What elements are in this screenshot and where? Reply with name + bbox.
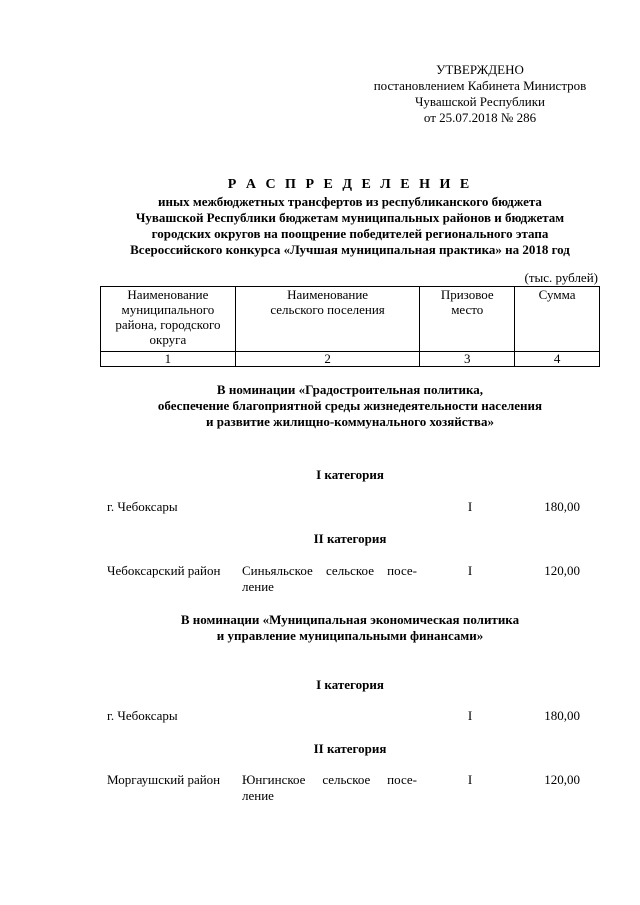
nomination-title: В номинации «Муниципальная экономическая политика и управление муниципальными финансами»: [180, 612, 520, 643]
column-number: 4: [515, 352, 600, 367]
category-label: II категория: [313, 531, 387, 546]
header-settlement: Наименование сельского поселения: [235, 287, 420, 352]
approval-decree: постановлением Кабинета Министров: [373, 78, 587, 93]
settlement-cell: Юнгинское сельское посе-ление: [242, 772, 417, 803]
column-number: 2: [235, 352, 420, 367]
title-heading: Р А С П Р Е Д Е Л Е Н И Е: [227, 177, 473, 192]
units-label: (тыс. рублей): [524, 270, 598, 285]
place-cell: I: [467, 772, 473, 787]
amount-cell: 120,00: [544, 772, 580, 787]
amount-cell: 120,00: [544, 563, 580, 578]
approval-republic: Чувашской Республики: [414, 94, 546, 109]
document-title: [90, 177, 610, 258]
amount-cell: 180,00: [544, 499, 580, 514]
approval-title: УТВЕРЖДЕНО: [436, 62, 524, 77]
column-number: 3: [420, 352, 515, 367]
approval-stamp: [355, 62, 605, 126]
category-label: I категория: [316, 677, 384, 692]
header-district: Наименование муниципального района, городского округа: [101, 287, 236, 352]
category-label: I категория: [316, 467, 384, 482]
district-cell: Моргаушский район: [107, 772, 221, 787]
place-cell: I: [467, 563, 473, 578]
place-cell: I: [467, 708, 473, 723]
title-line-3: городских округов на поощрение победителей регионального этапа: [151, 226, 549, 241]
place-cell: I: [467, 499, 473, 514]
title-line-4: Всероссийского конкурса «Лучшая муниципальная практика» на 2018 год: [130, 242, 570, 257]
approval-date-number: от 25.07.2018 № 286: [423, 110, 537, 125]
header-place: Призовое место: [420, 287, 515, 352]
settlement-cell: Синьяльское сельское посе-ление: [242, 563, 417, 594]
distribution-table-header: [100, 286, 600, 367]
column-number: 1: [101, 352, 236, 367]
district-cell: г. Чебоксары: [107, 499, 178, 514]
title-line-1: иных межбюджетных трансфертов из республиканского бюджета: [158, 194, 542, 209]
title-line-2: Чувашской Республики бюджетам муниципальных районов и бюджетам: [135, 210, 565, 225]
category-label: II категория: [313, 741, 387, 756]
nomination-title: В номинации «Градостроительная политика, обеспечение благоприятной среды жизнедеятельности населения и развитие жилищно-коммунального хозяйства»: [157, 382, 543, 429]
district-cell: Чебоксарский район: [107, 563, 221, 578]
amount-cell: 180,00: [544, 708, 580, 723]
district-cell: г. Чебоксары: [107, 708, 178, 723]
header-amount: Сумма: [515, 287, 600, 352]
